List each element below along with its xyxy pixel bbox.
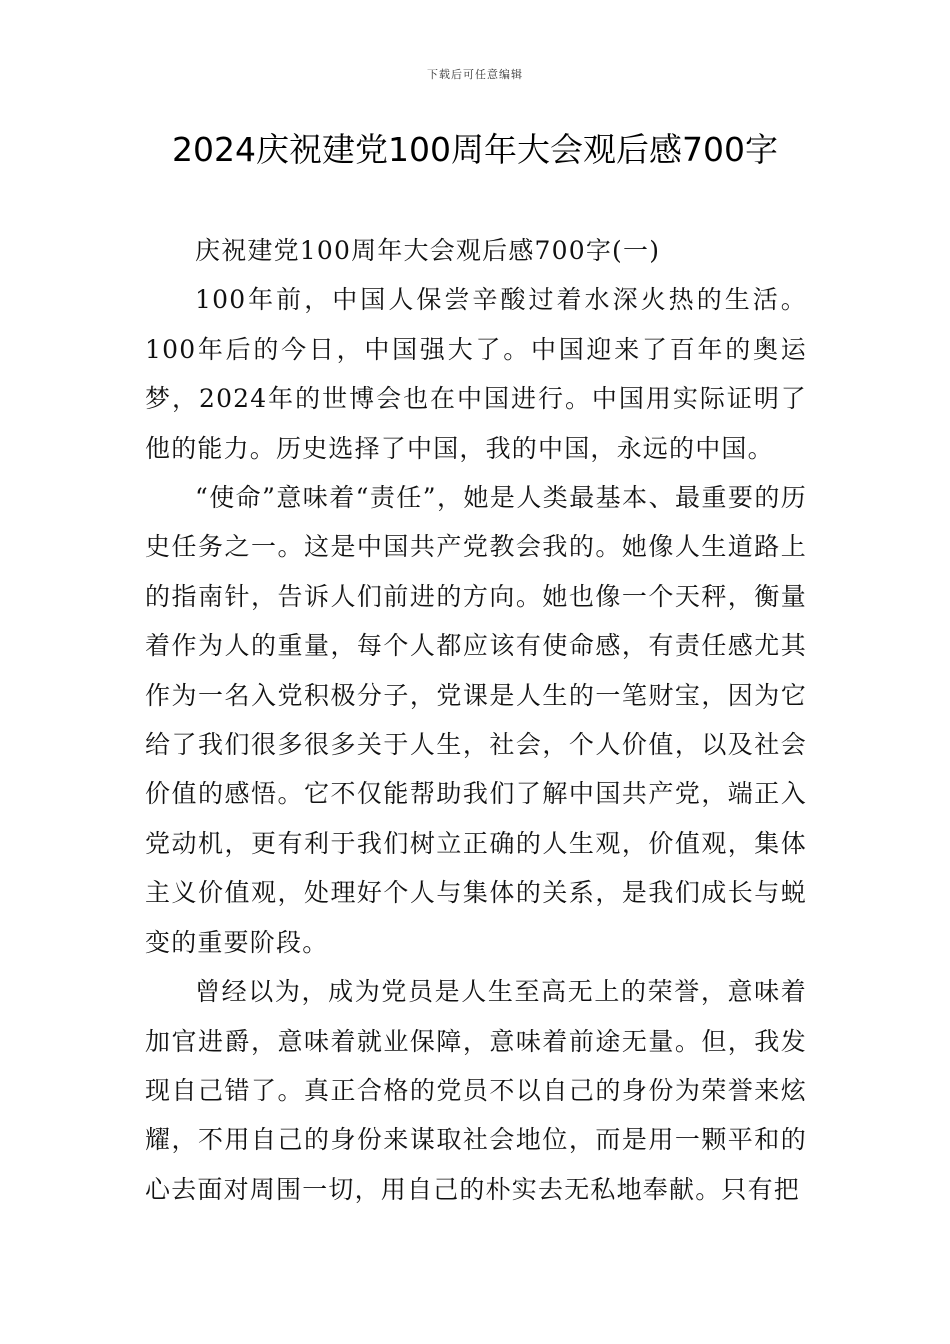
paragraph-2: “使命”意味着“责任”，她是人类最基本、最重要的历史任务之一。这是中国共产党教会我的。她像人生道路上的指南针，告诉人们前进的方向。她也像一个天秤，衡量着作为人的重量，每个人都应该有使命感，有责任感尤其作为一名入党积极分子，党课是人生的一笔财宝，因为它给了我们很多很多关于人生，社会，个人价值，以及社会价值的感悟。它不仅能帮助我们了解中国共产党，端正入党动机，更有利于我们树立正确的人生观，价值观，集体主义价值观，处理好个人与集体的关系，是我们成长与蜕变的重要阶段。 [145,483,807,957]
header-note: 下载后可任意编辑 [427,68,523,81]
section-subheading: 庆祝建党100周年大会观后感700字(一) [195,236,661,265]
paragraph-1: 100年前，中国人保尝辛酸过着水深火热的生活。100年后的今日，中国强大了。中国迎来了百年的奥运梦，2024年的世博会也在中国进行。中国用实际证明了他的能力。历史选择了中国，我的中国，永远的中国。 [145,285,807,463]
document-title: 2024庆祝建党100周年大会观后感700字 [172,130,778,169]
paragraph-3: 曾经以为，成为党员是人生至高无上的荣誉，意味着加官进爵，意味着就业保障，意味着前途无量。但，我发现自己错了。真正合格的党员不以自己的身份为荣誉来炫耀，不用自己的身份来谋取社会地位，而是用一颗平和的心去面对周围一切，用自己的朴实去无私地奉献。只有把 [145,977,807,1204]
document-body [145,226,807,1214]
